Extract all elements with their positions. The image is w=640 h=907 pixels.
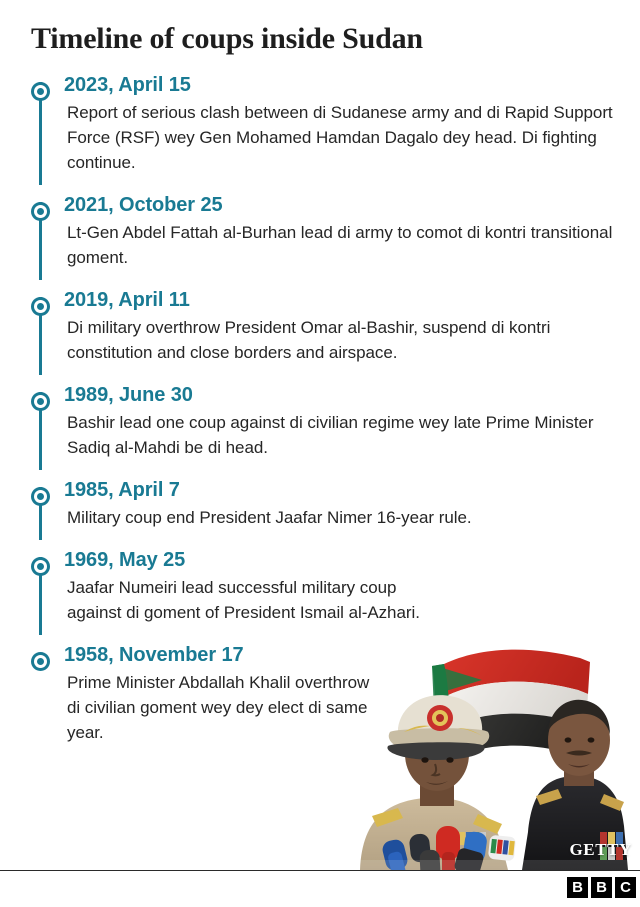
timeline-entry [31, 288, 621, 365]
footer-divider [0, 870, 640, 871]
timeline-entry [31, 193, 621, 270]
timeline-entry-date: 1958, November 17 [64, 644, 244, 666]
timeline-marker-icon [31, 557, 50, 576]
timeline-entry-description: Prime Minister Abdallah Khalil overthrow di civilian goment wey dey elect di same year. [67, 673, 370, 742]
timeline-marker-icon [31, 297, 50, 316]
timeline-entry-description: Bashir lead one coup against di civilian regime wey late Prime Minister Sadiq al-Mahdi be di head. [67, 413, 594, 457]
timeline-entry-date: 2019, April 11 [64, 289, 190, 311]
bbc-logo-block-3: C [615, 877, 636, 898]
timeline-entry-description: Lt-Gen Abdel Fattah al-Burhan lead di army to comot di kontri transitional goment. [67, 223, 613, 267]
timeline-entry [31, 548, 621, 625]
timeline-entry-date: 1969, May 25 [64, 549, 186, 571]
timeline-marker-icon [31, 487, 50, 506]
timeline-entry-description: Di military overthrow President Omar al-Bashir, suspend di kontri constitution and close borders and airspace. [67, 318, 551, 362]
timeline-entry [31, 643, 621, 745]
timeline-entry-description: Military coup end President Jaafar Nimer 16-year rule. [67, 508, 472, 527]
timeline-marker-icon [31, 82, 50, 101]
bbc-logo [567, 877, 636, 898]
timeline-entry-description: Jaafar Numeiri lead successful military coup against di goment of President Ismail al-Azhari. [67, 578, 420, 622]
bbc-logo-block-2: B [591, 877, 612, 898]
bbc-logo-block-1: B [567, 877, 588, 898]
timeline-list [31, 73, 621, 763]
timeline-entry-date: 1985, April 7 [64, 479, 180, 501]
timeline-entry [31, 383, 621, 460]
timeline-entry-date: 1989, June 30 [64, 384, 193, 406]
timeline-entry-date: 2023, April 15 [64, 74, 191, 96]
page-title: Timeline of coups inside Sudan [31, 22, 423, 55]
timeline-entry [31, 478, 621, 530]
timeline-marker-icon [31, 652, 50, 671]
photo-credit: GETTY [569, 840, 632, 859]
timeline-marker-icon [31, 392, 50, 411]
timeline-entry [31, 73, 621, 175]
timeline-marker-icon [31, 202, 50, 221]
timeline-entry-description: Report of serious clash between di Sudanese army and di Rapid Support Force (RSF) wey Gen Mohamed Hamdan Dagalo dey head. Di fighting continue. [67, 103, 613, 172]
timeline-entry-date: 2021, October 25 [64, 194, 223, 216]
